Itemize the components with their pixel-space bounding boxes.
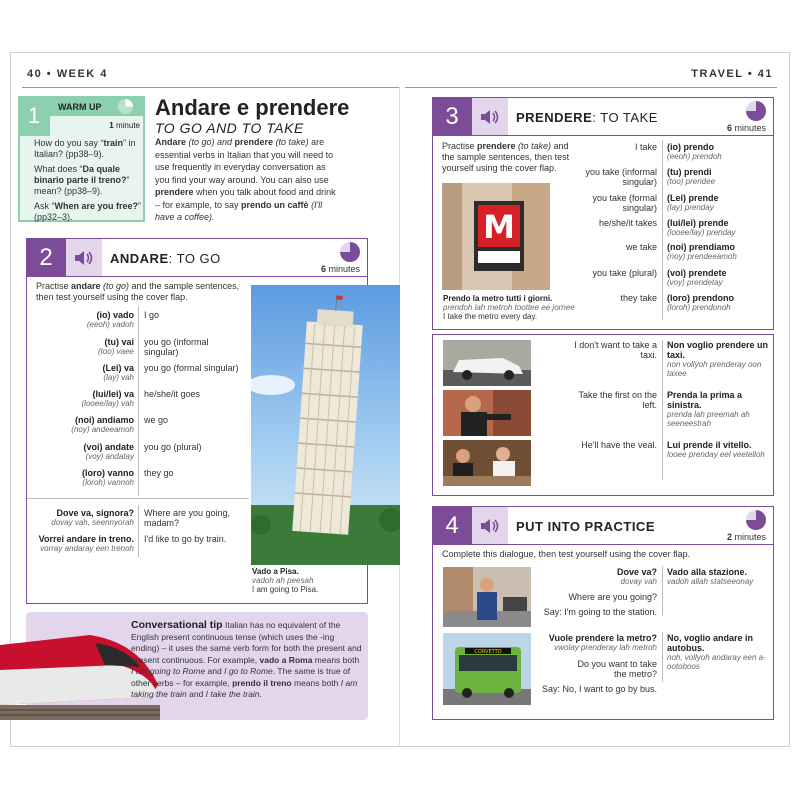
conjugation-english: you take (informal singular) bbox=[585, 167, 657, 187]
example-italian: Lui prende il vitello. looee prenday eel veetelloh bbox=[667, 440, 765, 459]
section-3-instructions: Practise prendere (to take) and the sample sentences, then test yourself using the cover flap. bbox=[442, 141, 570, 173]
section-3-title: PRENDERE: TO TAKE bbox=[516, 110, 658, 125]
example-italian: Non voglio prendere un taxi. non vollyoh prenderay oon taxee bbox=[667, 340, 769, 378]
conjugation-english: you take (plural) bbox=[592, 268, 657, 278]
example-english: I don't want to take a taxi. bbox=[574, 340, 657, 360]
audio-speaker-icon[interactable] bbox=[472, 98, 508, 135]
metro-caption: Prendo la metro tutti i giorni. prendoh lah metroh toottee ee jornee I take the metro every day. bbox=[443, 294, 575, 321]
dialogue-prompt: Say: No, I want to go by bus. bbox=[541, 684, 657, 694]
intro-text: Andare (to go) and prendere (to take) are essential verbs in Italian that you will need to use frequently in everyday conversation as you find your way around. You can also use prendere when you talk about food and drink – for example, to say prendo un caffè (I'll have a coffee). bbox=[155, 137, 336, 222]
audio-speaker-icon[interactable] bbox=[66, 239, 102, 276]
metro-sign-letter: M bbox=[483, 208, 515, 246]
timer-icon bbox=[746, 101, 766, 121]
pisa-tower-photo bbox=[251, 285, 400, 565]
man-pointing-photo bbox=[443, 390, 531, 436]
section-2-number: 2 bbox=[26, 239, 66, 276]
warmup-time: 1 minute bbox=[109, 121, 140, 130]
bus-destination-sign: CORVETTO bbox=[474, 649, 502, 655]
conjugation-english: you take (formal singular) bbox=[592, 193, 657, 213]
bus-photo bbox=[443, 633, 531, 705]
example-italian: Vorrei andare in treno. vorray andaray een trenoh bbox=[38, 534, 134, 553]
example-italian: Prenda la prima a sinistra. prenda lah preemah ah seeneestrah bbox=[667, 390, 750, 428]
conjugation-italian: (voi) prendete (voy) prendetay bbox=[667, 268, 727, 287]
warmup-questions: How do you say “train” in Italian? (pp38–9). What does “Da quale binario parte il treno?” mean? (pp38–9). Ask “When are you free?” (pp32–3). bbox=[34, 138, 142, 222]
conjugation-italian: (Lei) prende (lay) prenday bbox=[667, 193, 719, 212]
conjugation-english: they go bbox=[144, 468, 174, 478]
conjugation-english: you go (plural) bbox=[144, 442, 202, 452]
conjugation-italian: (lui/lei) va (looee/lay) vah bbox=[81, 389, 134, 408]
dialogue-english: Do you want to take the metro? bbox=[577, 659, 657, 679]
section-4-instructions: Complete this dialogue, then test yourself using the cover flap. bbox=[442, 549, 691, 559]
conjugation-english: he/she/it goes bbox=[144, 389, 201, 399]
section-4-number: 4 bbox=[432, 507, 472, 544]
timer-icon bbox=[746, 510, 766, 530]
conjugation-english: you go (formal singular) bbox=[144, 363, 239, 373]
dialogue-answer: Vado alla stazione. vadoh allah statseeonay bbox=[667, 567, 754, 586]
warmup-number: 1 bbox=[18, 96, 50, 136]
conjugation-italian: (noi) prendiamo (noy) prendeeamoh bbox=[667, 242, 737, 261]
conjugation-italian: (loro) vanno (loroh) vannoh bbox=[82, 468, 134, 487]
page-title: Andare e prendere bbox=[155, 95, 350, 120]
conjugation-italian: (voi) andate (voy) andatay bbox=[83, 442, 134, 461]
warmup-timer-icon bbox=[118, 99, 133, 114]
dialogue-prompt: Say: I'm going to the station. bbox=[543, 607, 657, 617]
conjugation-english: I go bbox=[144, 310, 160, 320]
dialogue-english: Where are you going? bbox=[568, 592, 657, 602]
example-italian: Dove va, signora? dovay vah, seennyorah bbox=[51, 508, 134, 527]
conjugation-english: we go bbox=[144, 415, 169, 425]
example-english: Take the first on the left. bbox=[578, 390, 657, 410]
section-2-title: ANDARE: TO GO bbox=[110, 251, 221, 266]
man-on-street-photo bbox=[443, 567, 531, 627]
section-3-timer: 6 minutes bbox=[706, 101, 766, 133]
conjugation-italian: (tu) prendi (too) prendee bbox=[667, 167, 716, 186]
audio-speaker-icon[interactable] bbox=[472, 507, 508, 544]
conjugation-italian: (Lei) va (lay) vah bbox=[102, 363, 134, 382]
dialogue-answer: No, voglio andare in autobus. noh, vollyoh andaray een a-ootoboos bbox=[667, 633, 766, 671]
conjugation-italian: (lui/lei) prende (looee/lay) prenday bbox=[667, 218, 736, 237]
section-2-timer: 6 minutes bbox=[300, 242, 360, 274]
conjugation-italian: (loro) prendono (loroh) prendonoh bbox=[667, 293, 734, 312]
right-page-header: TRAVEL • 41 bbox=[691, 68, 773, 80]
conjugation-italian: (noi) andiamo (noy) andeeamoh bbox=[71, 415, 134, 434]
taxi-photo bbox=[443, 340, 531, 386]
conjugation-italian: (tu) vai (too) vaee bbox=[97, 337, 134, 356]
section-3-number: 3 bbox=[432, 98, 472, 135]
section-4-title: PUT INTO PRACTICE bbox=[516, 519, 655, 534]
right-header-rule bbox=[405, 87, 777, 88]
example-english: Where are you going, madam? bbox=[144, 508, 231, 528]
conjugation-italian: (io) prendo (eeoh) prendoh bbox=[667, 142, 722, 161]
conjugation-english: he/she/it takes bbox=[598, 218, 657, 228]
conjugation-italian: (io) vado (eeoh) vadoh bbox=[86, 310, 134, 329]
metro-sign-photo bbox=[442, 183, 550, 290]
warmup-label: WARM UP bbox=[50, 98, 143, 116]
conjugation-english: I take bbox=[634, 142, 657, 152]
conjugation-english: you go (informal singular) bbox=[144, 337, 209, 357]
dialogue-italian: Vuole prendere la metro? vwolay prenderay lah metroh bbox=[548, 633, 657, 652]
dialogue-italian: Dove va? dovay vah bbox=[616, 567, 657, 586]
left-header-rule bbox=[22, 87, 400, 88]
conversational-tip-text: Conversational tip Italian has no equivalent of the English present continuous tense (which uses the -ing ending) – it uses the same verb form for both the present and present continuous. For example, vado a Roma means both I am going to Rome and I go to Rome. The same is true of other verbs – for example, prendo il treno means both I am taking the train and I take the train. bbox=[131, 619, 362, 699]
conjugation-english: they take bbox=[620, 293, 657, 303]
restaurant-photo bbox=[443, 440, 531, 486]
left-page-header: 40 • WEEK 4 bbox=[27, 68, 108, 80]
example-english: I'd like to go by train. bbox=[144, 534, 227, 544]
example-english: He'll have the veal. bbox=[581, 440, 657, 450]
pisa-caption: Vado a Pisa. vadoh ah peesah I am going to Pisa. bbox=[252, 567, 319, 594]
section-4-timer: 2 minutes bbox=[706, 510, 766, 542]
timer-icon bbox=[340, 242, 360, 262]
section-2-instructions: Practise andare (to go) and the sample sentences, then test yourself using the cover flap. bbox=[36, 281, 240, 302]
page-subtitle: TO GO AND TO TAKE bbox=[155, 120, 304, 136]
conjugation-english: we take bbox=[625, 242, 657, 252]
